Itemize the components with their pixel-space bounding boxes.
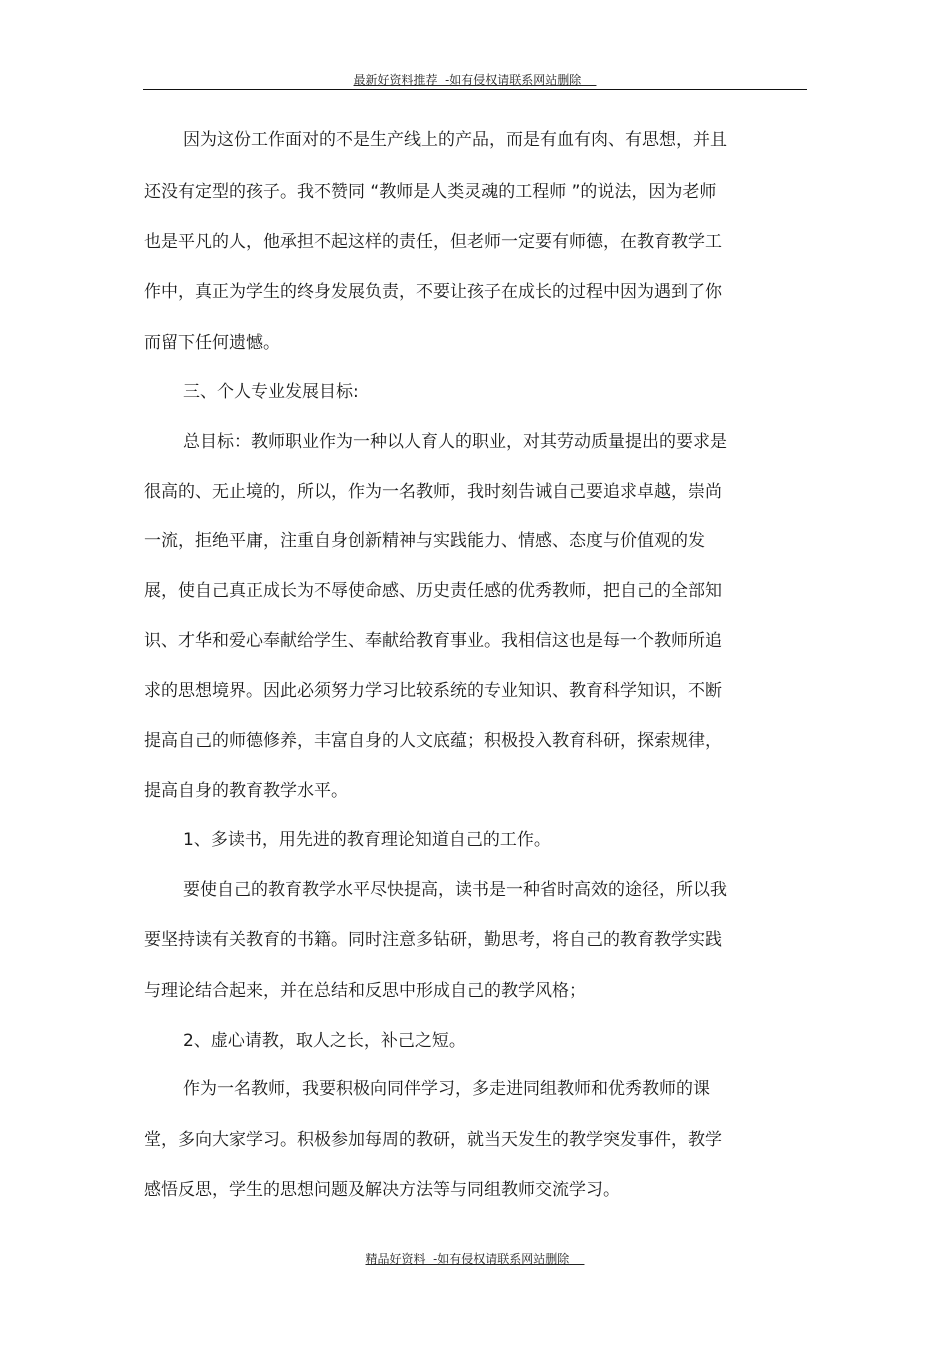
list-item-heading: 1、多读书，用先进的教育理论知道自己的工作。	[183, 830, 551, 850]
text-line: 堂，多向大家学习。积极参加每周的教研，就当天发生的教学突发事件，教学	[144, 1130, 722, 1150]
text-line: 识、才华和爱心奉献给学生、奉献给教育事业。我相信这也是每一个教师所追	[144, 631, 722, 651]
page-footer-text: 精品好资料 -如有侵权请联系网站删除	[365, 1252, 585, 1266]
text-line: 感悟反思，学生的思想问题及解决方法等与同组教师交流学习。	[144, 1180, 620, 1200]
text-line: 也是平凡的人，他承担不起这样的责任，但老师一定要有师德，在教育教学工	[144, 232, 722, 252]
text-line: 作中，真正为学生的终身发展负责，不要让孩子在成长的过程中因为遇到了你	[144, 282, 722, 302]
text-line: 还没有定型的孩子。我不赞同 “教师是人类灵魂的工程师 ”的说法，因为老师	[144, 182, 717, 202]
text-line: 提高自己的师德修养，丰富自身的人文底蕴；积极投入教育科研，探索规律，	[144, 731, 722, 751]
text-line: 很高的、无止境的，所以，作为一名教师，我时刻告诫自己要追求卓越，崇尚	[144, 482, 722, 502]
page-header-text: 最新好资料推荐 -如有侵权请联系网站删除	[353, 73, 597, 87]
text-line: 总目标：教师职业作为一种以人育人的职业，对其劳动质量提出的要求是	[183, 432, 727, 452]
section-heading: 三、个人专业发展目标:	[183, 382, 359, 402]
text-line: 一流，拒绝平庸，注重自身创新精神与实践能力、情感、态度与价值观的发	[144, 531, 705, 551]
header-divider	[143, 89, 807, 90]
text-line: 而留下任何遗憾。	[144, 333, 280, 353]
text-line: 要坚持读有关教育的书籍。同时注意多钻研，勤思考，将自己的教育教学实践	[144, 930, 722, 950]
text-line: 作为一名教师，我要积极向同伴学习，多走进同组教师和优秀教师的课	[183, 1079, 710, 1099]
text-line: 展，使自己真正成长为不辱使命感、历史责任感的优秀教师，把自己的全部知	[144, 581, 722, 601]
text-line: 提高自身的教育教学水平。	[144, 781, 348, 801]
text-line: 与理论结合起来，并在总结和反思中形成自己的教学风格；	[144, 981, 586, 1001]
text-line: 因为这份工作面对的不是生产线上的产品，而是有血有肉、有思想，并且	[183, 130, 727, 150]
text-line: 要使自己的教育教学水平尽快提高，读书是一种省时高效的途径，所以我	[183, 880, 727, 900]
list-item-heading: 2、虚心请教，取人之长，补己之短。	[183, 1031, 466, 1051]
text-line: 求的思想境界。因此必须努力学习比较系统的专业知识、教育科学知识，不断	[144, 681, 722, 701]
